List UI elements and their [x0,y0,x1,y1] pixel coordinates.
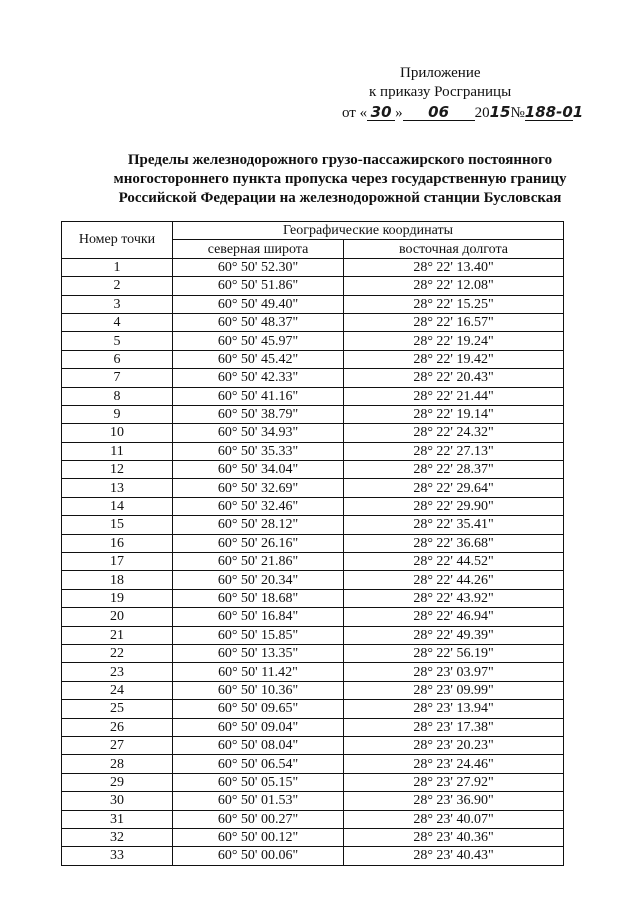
latitude-cell: 60° 50' 00.06" [173,847,344,865]
longitude-cell: 28° 22' 46.94" [344,608,564,626]
latitude-cell: 60° 50' 34.04" [173,461,344,479]
longitude-cell: 28° 22' 49.39" [344,626,564,644]
point-number-cell: 18 [62,571,173,589]
order-year: 15 [489,103,511,121]
point-number-cell: 9 [62,405,173,423]
point-number-cell: 15 [62,516,173,534]
point-number-cell: 33 [62,847,173,865]
point-number-cell: 1 [62,258,173,276]
latitude-cell: 60° 50' 16.84" [173,608,344,626]
table-row [62,810,564,828]
latitude-cell: 60° 50' 38.79" [173,405,344,423]
table-row [62,553,564,571]
latitude-cell: 60° 50' 49.40" [173,295,344,313]
longitude-cell: 28° 22' 43.92" [344,589,564,607]
table-row [62,571,564,589]
table-row [62,681,564,699]
latitude-cell: 60° 50' 05.15" [173,773,344,791]
latitude-cell: 60° 50' 52.30" [173,258,344,276]
point-number-cell: 6 [62,350,173,368]
appendix-label: Приложение [400,65,481,81]
longitude-cell: 28° 22' 28.37" [344,461,564,479]
longitude-cell: 28° 23' 40.36" [344,828,564,846]
latitude-cell: 60° 50' 20.34" [173,571,344,589]
table-row [62,663,564,681]
table-row [62,718,564,736]
latitude-cell: 60° 50' 48.37" [173,313,344,331]
point-number-cell: 28 [62,755,173,773]
point-number-cell: 23 [62,663,173,681]
order-day: 30 [367,105,395,121]
point-number-cell: 31 [62,810,173,828]
latitude-cell: 60° 50' 11.42" [173,663,344,681]
point-number-cell: 21 [62,626,173,644]
header-east-longitude: восточная долгота [344,240,564,258]
latitude-cell: 60° 50' 13.35" [173,644,344,662]
header-north-latitude: северная широта [173,240,344,258]
table-row [62,792,564,810]
point-number-cell: 19 [62,589,173,607]
table-row [62,295,564,313]
point-number-cell: 26 [62,718,173,736]
latitude-cell: 60° 50' 06.54" [173,755,344,773]
point-number-cell: 2 [62,277,173,295]
longitude-cell: 28° 23' 40.07" [344,810,564,828]
point-number-cell: 7 [62,369,173,387]
table-body [62,258,564,865]
table-row [62,461,564,479]
latitude-cell: 60° 50' 18.68" [173,589,344,607]
point-number-cell: 25 [62,700,173,718]
latitude-cell: 60° 50' 00.27" [173,810,344,828]
point-number-cell: 24 [62,681,173,699]
latitude-cell: 60° 50' 08.04" [173,736,344,754]
latitude-cell: 60° 50' 09.65" [173,700,344,718]
order-number: 188-01 [524,103,584,121]
latitude-cell: 60° 50' 01.53" [173,792,344,810]
point-number-cell: 20 [62,608,173,626]
longitude-cell: 28° 22' 35.41" [344,516,564,534]
longitude-cell: 28° 22' 15.25" [344,295,564,313]
title-line-1: Пределы железнодорожного грузо-пассажирского постоянного [127,152,553,168]
order-month: 06 [403,105,475,121]
table-row [62,847,564,865]
longitude-cell: 28° 23' 40.43" [344,847,564,865]
latitude-cell: 60° 50' 42.33" [173,369,344,387]
title-line-3: Российской Федерации на железнодорожной станции Бусловская [118,190,562,206]
point-number-cell: 8 [62,387,173,405]
document-title [60,151,620,208]
point-number-cell: 32 [62,828,173,846]
latitude-cell: 60° 50' 35.33" [173,442,344,460]
latitude-cell: 60° 50' 41.16" [173,387,344,405]
latitude-cell: 60° 50' 26.16" [173,534,344,552]
header-geo-coordinates: Географические координаты [173,222,564,240]
longitude-cell: 28° 23' 17.38" [344,718,564,736]
table-row [62,608,564,626]
table-row [62,589,564,607]
latitude-cell: 60° 50' 45.42" [173,350,344,368]
table-row [62,332,564,350]
order-date-line [342,103,584,122]
longitude-cell: 28° 22' 13.40" [344,258,564,276]
table-row [62,479,564,497]
latitude-cell: 60° 50' 51.86" [173,277,344,295]
point-number-cell: 5 [62,332,173,350]
longitude-cell: 28° 22' 12.08" [344,277,564,295]
table-row [62,828,564,846]
point-number-cell: 10 [62,424,173,442]
point-number-cell: 14 [62,497,173,515]
table-row [62,350,564,368]
table-row [62,369,564,387]
longitude-cell: 28° 22' 21.44" [344,387,564,405]
date-prefix: от « [342,105,368,121]
longitude-cell: 28° 22' 19.24" [344,332,564,350]
longitude-cell: 28° 22' 16.57" [344,313,564,331]
table-row [62,516,564,534]
table-row [62,534,564,552]
table-row [62,755,564,773]
longitude-cell: 28° 23' 36.90" [344,792,564,810]
point-number-cell: 17 [62,553,173,571]
latitude-cell: 60° 50' 28.12" [173,516,344,534]
longitude-cell: 28° 22' 56.19" [344,644,564,662]
latitude-cell: 60° 50' 09.04" [173,718,344,736]
table-row [62,644,564,662]
longitude-cell: 28° 22' 44.26" [344,571,564,589]
point-number-cell: 12 [62,461,173,479]
table-row [62,313,564,331]
point-number-cell: 11 [62,442,173,460]
header-point-number: Номер точки [62,222,173,259]
point-number-cell: 16 [62,534,173,552]
table-row [62,387,564,405]
table-row [62,497,564,515]
latitude-cell: 60° 50' 34.93" [173,424,344,442]
longitude-cell: 28° 22' 19.14" [344,405,564,423]
table-row [62,626,564,644]
latitude-cell: 60° 50' 45.97" [173,332,344,350]
longitude-cell: 28° 23' 09.99" [344,681,564,699]
longitude-cell: 28° 22' 29.64" [344,479,564,497]
table-row [62,700,564,718]
latitude-cell: 60° 50' 32.46" [173,497,344,515]
table-row [62,736,564,754]
longitude-cell: 28° 22' 44.52" [344,553,564,571]
longitude-cell: 28° 23' 27.92" [344,773,564,791]
coordinates-table [61,221,564,866]
number-label: № [510,105,525,121]
date-quote-close: » [395,105,403,121]
order-reference: к приказу Росграницы [369,84,512,100]
longitude-cell: 28° 23' 24.46" [344,755,564,773]
point-number-cell: 3 [62,295,173,313]
table-row [62,277,564,295]
longitude-cell: 28° 22' 19.42" [344,350,564,368]
longitude-cell: 28° 23' 03.97" [344,663,564,681]
point-number-cell: 13 [62,479,173,497]
point-number-cell: 27 [62,736,173,754]
longitude-cell: 28° 22' 24.32" [344,424,564,442]
point-number-cell: 29 [62,773,173,791]
longitude-cell: 28° 22' 29.90" [344,497,564,515]
longitude-cell: 28° 22' 27.13" [344,442,564,460]
table-row [62,424,564,442]
latitude-cell: 60° 50' 15.85" [173,626,344,644]
latitude-cell: 60° 50' 21.86" [173,553,344,571]
year-prefix: 20 [474,105,490,121]
table-row [62,773,564,791]
table-row [62,442,564,460]
longitude-cell: 28° 23' 20.23" [344,736,564,754]
title-line-2: многостороннего пункта пропуска через государственную границу [113,171,567,187]
latitude-cell: 60° 50' 32.69" [173,479,344,497]
point-number-cell: 22 [62,644,173,662]
point-number-cell: 4 [62,313,173,331]
longitude-cell: 28° 22' 20.43" [344,369,564,387]
longitude-cell: 28° 23' 13.94" [344,700,564,718]
table-row [62,258,564,276]
latitude-cell: 60° 50' 00.12" [173,828,344,846]
point-number-cell: 30 [62,792,173,810]
longitude-cell: 28° 22' 36.68" [344,534,564,552]
latitude-cell: 60° 50' 10.36" [173,681,344,699]
table-row [62,405,564,423]
